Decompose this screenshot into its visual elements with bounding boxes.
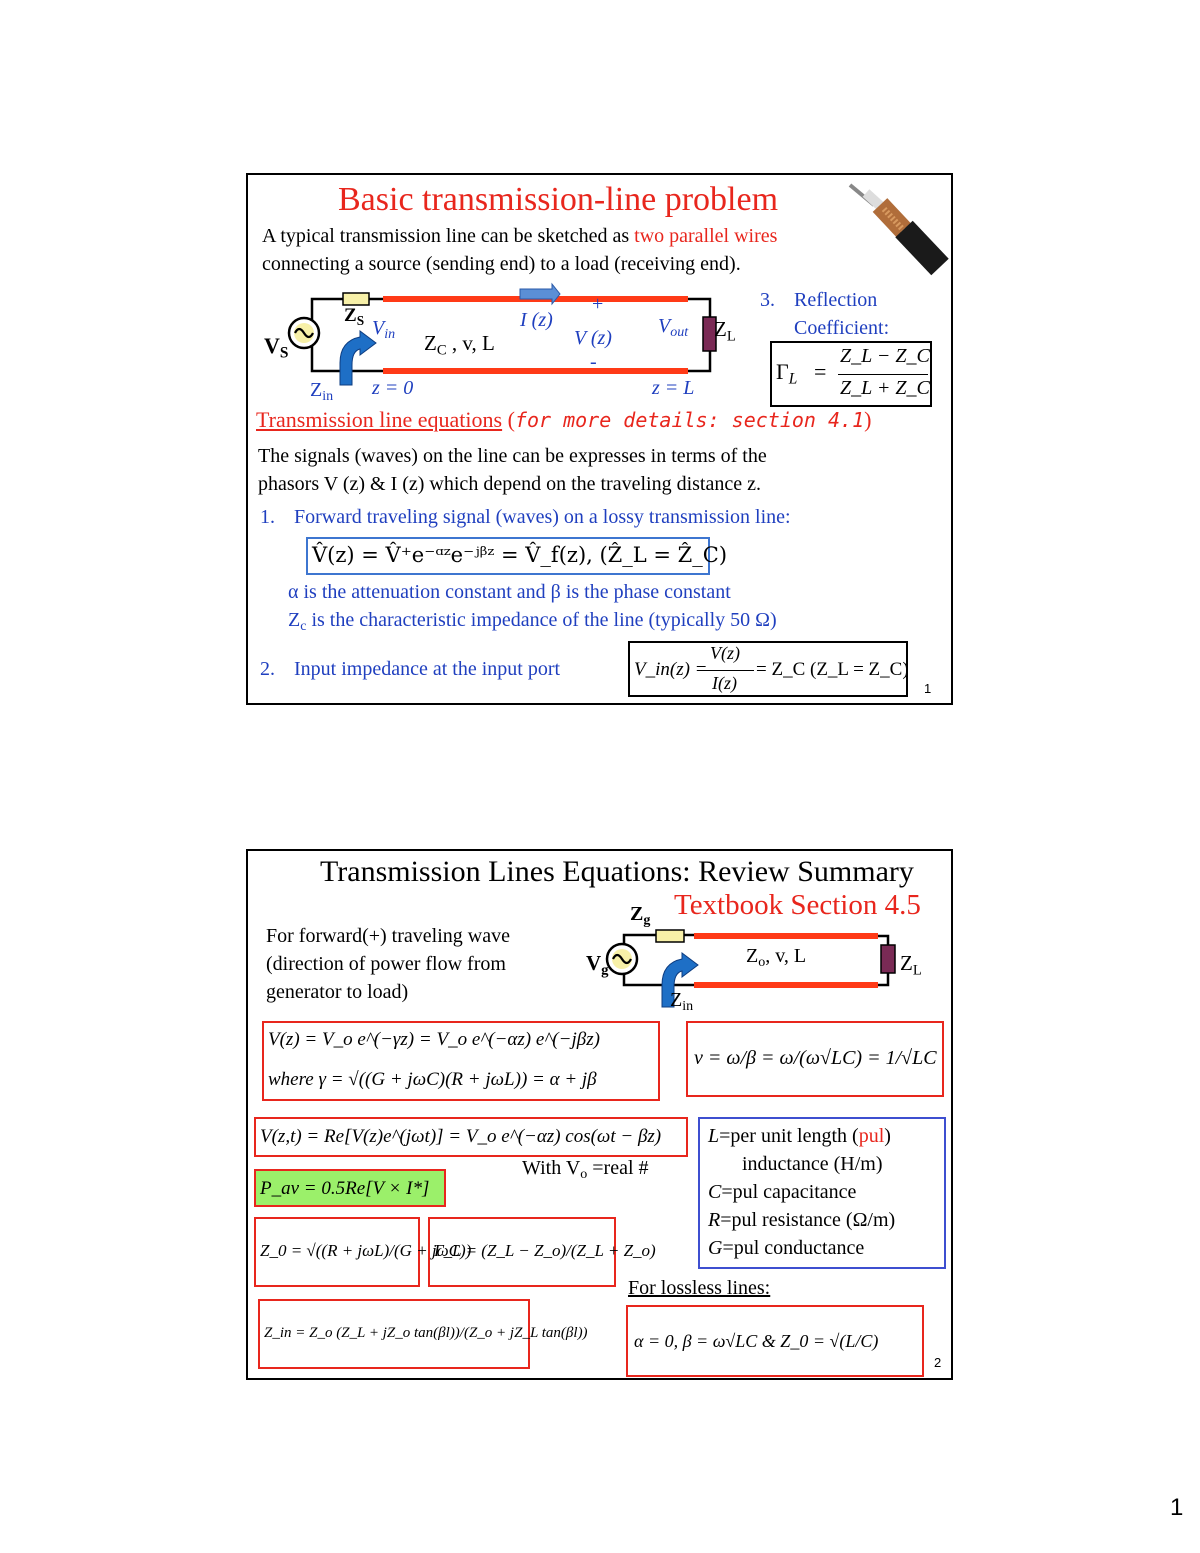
item-2-number: 2. (260, 658, 275, 680)
vs-subscript: S (279, 344, 289, 362)
input-impedance-denominator: I(z) (712, 673, 737, 693)
def-line-2: inductance (H/m) (742, 1153, 883, 1175)
propagation-constant: where γ = √((G + jωC)(R + jωL)) = α + jβ (268, 1069, 597, 1090)
z0-label: z = 0 (372, 377, 414, 399)
zc-subscript: C (436, 342, 447, 359)
wave-equation-box (262, 1021, 660, 1101)
characteristic-impedance-box (254, 1217, 472, 1287)
vout-symbol: V (658, 315, 671, 337)
def-l-text: =per unit length ( (719, 1125, 859, 1147)
zl2-label (900, 951, 922, 979)
with-vo-text: With V (522, 1157, 581, 1179)
equations-heading-details: for more details: section 4.1 (514, 408, 865, 432)
with-vo-note (522, 1157, 649, 1183)
def-g-symbol: G (708, 1237, 723, 1259)
def-l-close: ) (884, 1125, 891, 1147)
forward-wave-formula-box (306, 537, 728, 575)
gamma-letter: Γ (776, 359, 789, 384)
def-r-text: =pul resistance (Ω/m) (720, 1209, 896, 1231)
vin-subscript: in (384, 327, 396, 343)
forward-line-1: For forward(+) traveling wave (266, 925, 510, 947)
vin-symbol: V (372, 317, 385, 339)
vin-label (372, 317, 395, 343)
reflection-coefficient-box (428, 1217, 656, 1287)
reflection-formula-box (770, 341, 932, 407)
zl-subscript: L (726, 328, 736, 345)
with-vo-subscript: o (580, 1167, 588, 1183)
zo-label (746, 945, 806, 971)
slide-1-page-number: 1 (924, 681, 932, 696)
reflection-number: 3. (760, 289, 775, 311)
zg-label (630, 903, 650, 929)
zc-line-symbol: Z (288, 609, 301, 631)
lossless-equation: α = 0, β = ω√LC & Z_0 = √(L/C) (634, 1331, 879, 1351)
def-g-text: =pul conductance (722, 1237, 865, 1259)
input-impedance-general-equation: Z_in = Z_o (Z_L + jZ_o tan(βl))/(Z_o + jZ_L tan(βl)) (264, 1325, 588, 1341)
forward-line-2: (direction of power flow from (266, 953, 506, 975)
coax-cable-icon (844, 179, 948, 279)
gamma-fraction-bar (838, 374, 928, 375)
vout-subscript: out (670, 325, 689, 341)
input-impedance-formula-box (628, 641, 908, 697)
def-c-symbol: C (708, 1181, 722, 1203)
slide-2 (246, 849, 953, 1380)
def-line-5 (708, 1237, 864, 1260)
zin2-symbol: Z (670, 989, 683, 1011)
equations-heading-open: ( (502, 407, 515, 432)
item-1-text: Forward traveling signal (waves) on a lossy transmission line: (294, 506, 791, 528)
slide-1 (246, 173, 953, 705)
minus-label: - (590, 351, 597, 373)
slide-2-title: Transmission Lines Equations: Review Summary (320, 855, 914, 888)
time-domain-box (254, 1117, 688, 1157)
average-power-box (254, 1169, 446, 1207)
lossless-heading: For lossless lines: (628, 1277, 771, 1299)
gamma-subscript: L (788, 370, 798, 388)
vs-symbol: V (264, 333, 280, 358)
forward-wave-formula: V̂(z) = V̂⁺e⁻ᵅᶻe⁻ʲᵝᶻ = V̂_f(z), (Ẑ_L = Ẑ_C) (312, 543, 728, 567)
zc-line (288, 609, 777, 635)
equations-heading-text: Transmission line equations (256, 407, 503, 432)
input-impedance-general-box (258, 1299, 588, 1369)
definitions-box (698, 1117, 946, 1269)
wave-equation: V(z) = V_o e^(−γz) = V_o e^(−αz) e^(−jβz) (268, 1029, 600, 1050)
forward-line-3: generator to load) (266, 981, 409, 1003)
reflection-label-1: Reflection (794, 289, 878, 311)
gamma-equals: = (814, 359, 827, 384)
def-line-3 (708, 1181, 856, 1204)
reflection-label-2: Coefficient: (794, 317, 890, 339)
slide-1-title: Basic transmission-line problem (338, 181, 779, 218)
zo-subscript: o (758, 955, 766, 971)
zc-line-subscript: c (300, 619, 307, 635)
input-impedance-rhs: = Z_C (Z_L = Z_C) (756, 659, 909, 680)
zl2-symbol: Z (900, 951, 913, 975)
zL-label: z = L (652, 377, 695, 399)
zin-symbol: Z (310, 379, 323, 401)
zo-symbol: Z (746, 945, 759, 967)
equations-heading (256, 407, 871, 433)
zl-symbol: Z (714, 317, 727, 341)
zc-line-text: is the characteristic impedance of the line (typically 50 Ω) (306, 609, 777, 631)
alpha-beta-line: α is the attenuation constant and β is the phase constant (288, 581, 731, 603)
def-c-text: =pul capacitance (721, 1181, 857, 1203)
characteristic-impedance-equation: Z_0 = √((R + jωL)/(G + jωC)) (260, 1241, 472, 1260)
vg-symbol: V (586, 951, 602, 975)
input-impedance-numerator: V(z) (710, 643, 740, 663)
zg-symbol: Z (630, 903, 644, 925)
iz-label: I (z) (520, 309, 553, 331)
zc-label (424, 331, 495, 359)
zs-symbol: Z (344, 305, 357, 326)
item-2-text: Input impedance at the input port (294, 658, 561, 680)
def-r-symbol: R (708, 1209, 721, 1231)
vz-label: V (z) (574, 327, 612, 349)
zin-label (310, 379, 333, 405)
slide-2-page-number: 2 (934, 1355, 942, 1370)
zs-subscript: S (356, 312, 365, 328)
zin2-label (670, 989, 693, 1015)
zo-rest: , v, L (765, 945, 807, 967)
plus-label: + (592, 293, 604, 315)
zs-label (344, 305, 364, 329)
velocity-equation: v = ω/β = ω/(ω√LC) = 1/√LC (694, 1047, 937, 1069)
intro-text: A typical transmission line can be sketched as (262, 225, 635, 247)
slide-1-intro-line2: connecting a source (sending end) to a load (receiving end). (262, 253, 741, 275)
def-line-4 (708, 1209, 895, 1232)
vout-label (658, 315, 688, 341)
def-l-symbol: L (708, 1125, 720, 1147)
def-line-1 (708, 1125, 891, 1148)
with-vo-rest: =real # (587, 1157, 649, 1179)
zin-subscript: in (322, 389, 334, 405)
velocity-equation-box (686, 1021, 944, 1097)
input-impedance-bar (704, 670, 754, 671)
average-power-equation: P_av = 0.5Re[V × I*] (260, 1178, 430, 1199)
gamma-symbol (776, 359, 797, 389)
zc-symbol: Z (424, 331, 437, 355)
zin2-subscript: in (682, 999, 694, 1015)
lossless-box (626, 1305, 924, 1377)
zg-subscript: g (643, 913, 651, 929)
document-page-number: 1 (1170, 1494, 1184, 1521)
slide-1-intro (262, 225, 777, 248)
slide-2-subtitle: Textbook Section 4.5 (674, 889, 921, 921)
vs-label (264, 333, 288, 363)
gamma-numerator: Z_L − Z_C (840, 345, 930, 367)
zl2-subscript: L (912, 962, 922, 979)
time-domain-equation: V(z,t) = Re[V(z)e^(jωt)] = V_o e^(−αz) cos(ωt − βz) (260, 1126, 662, 1147)
reflection-coefficient-equation: Γ_L = (Z_L − Z_o)/(Z_L + Z_o) (434, 1241, 656, 1260)
signals-line-1: The signals (waves) on the line can be expresses in terms of the (258, 445, 767, 467)
input-impedance-lhs: V_in(z) = (634, 659, 708, 680)
vg-label (586, 951, 609, 979)
zl-label (714, 317, 736, 345)
def-pul: pul (858, 1125, 885, 1147)
vg-subscript: g (601, 962, 609, 979)
zc-rest: , v, L (446, 331, 495, 355)
equations-heading-close: ) (864, 407, 872, 432)
intro-highlight: two parallel wires (634, 225, 778, 247)
gamma-denominator: Z_L + Z_C (840, 377, 930, 399)
signals-line-2: phasors V (z) & I (z) which depend on the traveling distance z. (258, 473, 761, 495)
item-1-number: 1. (260, 506, 275, 528)
